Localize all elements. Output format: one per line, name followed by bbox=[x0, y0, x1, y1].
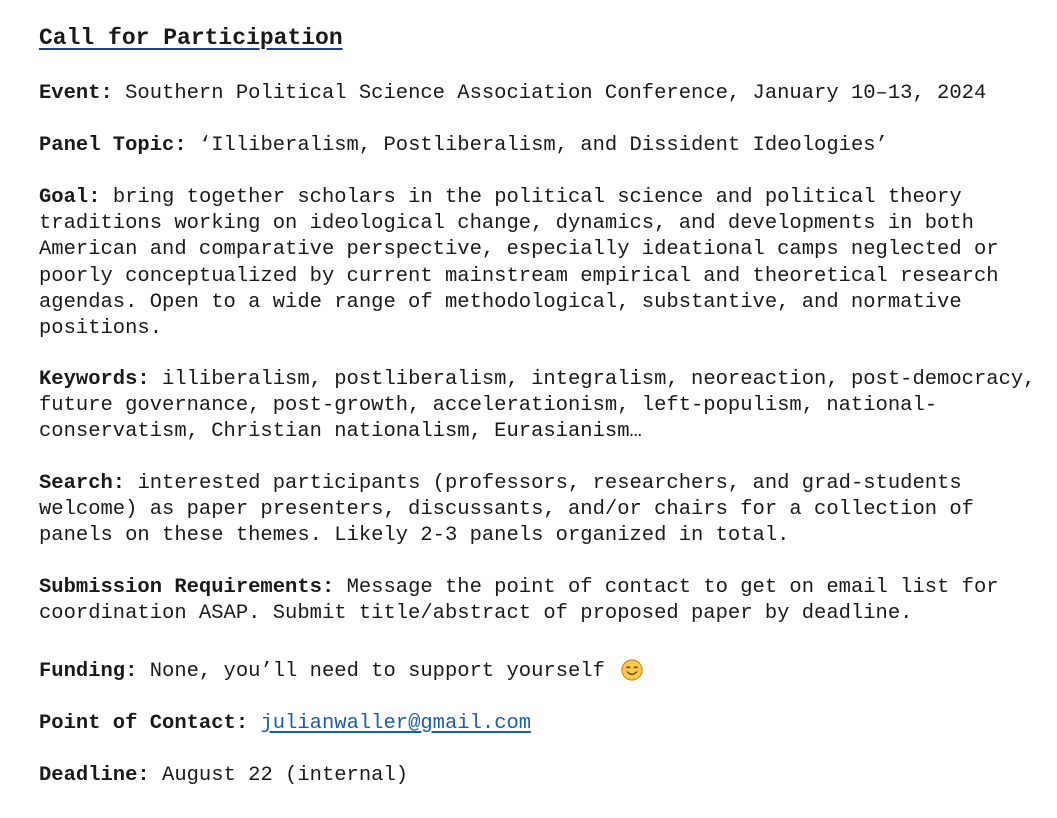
contact-label: Point of Contact: bbox=[39, 712, 249, 735]
goal-value: bring together scholars in the political science and political theory traditions working on ideological change, dynamics, and developments in both American and comparative perspective, especially ideational camps neglected or poorly conceptualized by current mainstream empirical and theoretical research agendas. Open to a wide range of methodological, substantive, and normative positions. bbox=[39, 186, 999, 341]
smiling-face-icon bbox=[621, 659, 643, 681]
keywords-field bbox=[39, 367, 1039, 446]
funding-field bbox=[39, 659, 1039, 685]
submission-value: Message the point of contact to get on email list for coordination ASAP. Submit title/abstract of proposed paper by deadline. bbox=[39, 576, 999, 626]
goal-label: Goal: bbox=[39, 186, 101, 209]
funding-value: None, you’ll need to support yourself bbox=[149, 660, 605, 683]
search-value: interested participants (professors, researchers, and grad-students welcome) as paper presenters, discussants, and/or chairs for a collection of panels on these themes. Likely 2-3 panels organized in total. bbox=[39, 472, 974, 548]
contact-field bbox=[39, 711, 1039, 737]
event-value: Southern Political Science Association Conference, January 10–13, 2024 bbox=[125, 82, 987, 105]
panel-topic-value: ‘Illiberalism, Postliberalism, and Dissident Ideologies’ bbox=[198, 134, 888, 157]
deadline-field bbox=[39, 763, 1039, 789]
event-label: Event: bbox=[39, 82, 113, 105]
search-label: Search: bbox=[39, 472, 126, 495]
panel-topic-field bbox=[39, 133, 1039, 159]
deadline-label: Deadline: bbox=[39, 764, 150, 787]
keywords-value: illiberalism, postliberalism, integralism, neoreaction, post-democracy, future governance, post-growth, accelerationism, left-populism, national-conservatism, Christian nationalism, Eurasianism… bbox=[39, 368, 1036, 444]
panel-topic-label: Panel Topic: bbox=[39, 134, 187, 157]
submission-label: Submission Requirements: bbox=[39, 576, 335, 599]
page-title: Call for Participation bbox=[39, 25, 343, 51]
event-field bbox=[39, 81, 1039, 107]
contact-email-link[interactable]: julianwaller@gmail.com bbox=[260, 712, 532, 735]
submission-field bbox=[39, 575, 1039, 627]
funding-label: Funding: bbox=[39, 660, 138, 683]
search-field bbox=[39, 471, 1039, 550]
deadline-value: August 22 (internal) bbox=[162, 764, 409, 787]
keywords-label: Keywords: bbox=[39, 368, 150, 391]
goal-field bbox=[39, 185, 1039, 342]
